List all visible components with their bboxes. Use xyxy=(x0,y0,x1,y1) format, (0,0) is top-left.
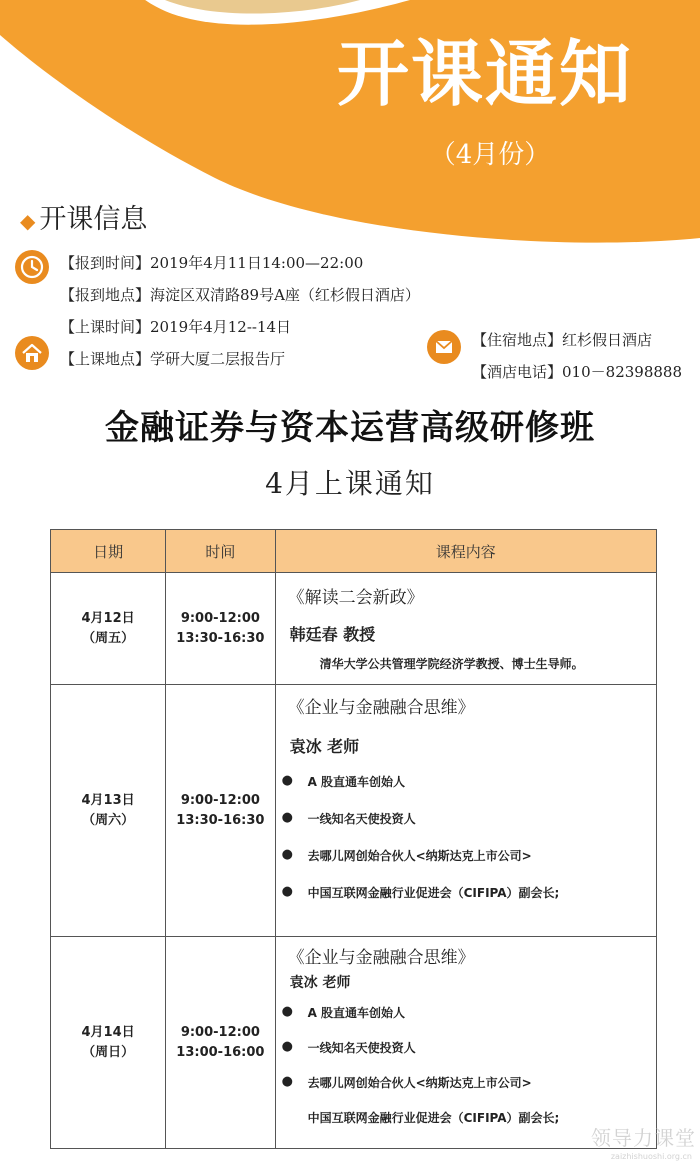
list-item: ● 去哪儿网创始合伙人<纳斯达克上市公司> xyxy=(276,847,656,864)
content-cell xyxy=(275,937,656,1149)
lecture-title: 《解读二会新政》 xyxy=(287,588,424,608)
table-row xyxy=(51,685,657,937)
diamond-bullet-icon: ◆ xyxy=(20,209,36,233)
time-morning: 9:00-12:00 xyxy=(180,1025,260,1040)
content-cell xyxy=(275,573,656,685)
date-cell xyxy=(51,573,166,685)
lecture-title: 《企业与金融融合思维》 xyxy=(287,698,475,718)
info-value: 红杉假日酒店 xyxy=(562,331,653,349)
mail-icon xyxy=(427,330,461,364)
date-cell xyxy=(51,937,166,1149)
info-key: 【上课时间】 xyxy=(60,318,151,336)
date-cell xyxy=(51,685,166,937)
info-value: 学研大厦二层报告厅 xyxy=(150,350,286,368)
watermark-url: zaizhishuoshi.org.cn xyxy=(610,1152,692,1161)
list-item: ● 一线知名天使投资人 xyxy=(276,1039,656,1056)
header-time: 时间 xyxy=(166,530,275,573)
teacher-name: 袁冰 老师 xyxy=(289,737,360,756)
table-header-row xyxy=(51,530,657,573)
teacher-name: 袁冰 老师 xyxy=(289,975,351,991)
table-row xyxy=(51,573,657,685)
date: 4月14日 xyxy=(81,1025,135,1040)
list-item: ● 一线知名天使投资人 xyxy=(276,810,656,827)
time-cell xyxy=(166,685,275,937)
list-item: ● 中国互联网金融行业促进会（CIFIPA）副会长; xyxy=(276,884,656,901)
credential-line: 中国互联网金融行业促进会（CIFIPA）副会长; xyxy=(307,1111,560,1125)
table-row xyxy=(51,937,657,1149)
weekday: （周日） xyxy=(82,1044,135,1060)
section-heading xyxy=(20,204,147,236)
info-key: 【报到时间】 xyxy=(60,254,151,272)
list-item: ● A 股直通车创始人 xyxy=(276,773,656,790)
date: 4月12日 xyxy=(81,611,135,626)
info-row-hotel-phone xyxy=(472,365,682,380)
lecture-title: 《企业与金融融合思维》 xyxy=(287,948,475,968)
time-cell xyxy=(166,937,275,1149)
page-title: 开课通知 xyxy=(336,32,633,116)
teacher-credentials xyxy=(276,1004,656,1091)
info-value: 海淀区双清路89号A座（红杉假日酒店） xyxy=(150,286,420,304)
weekday: （周五） xyxy=(82,630,135,646)
schedule-table xyxy=(50,529,657,1149)
time-morning: 9:00-12:00 xyxy=(180,611,260,626)
teacher-credentials xyxy=(276,773,656,901)
time-afternoon: 13:30-16:30 xyxy=(176,812,265,828)
time-morning: 9:00-12:00 xyxy=(180,793,260,808)
info-row-checkin-place xyxy=(60,288,420,303)
info-key: 【报到地点】 xyxy=(60,286,151,304)
section-title: 开课信息 xyxy=(39,204,148,235)
date: 4月13日 xyxy=(81,793,135,808)
watermark-logo: 领导力课堂 xyxy=(591,1126,696,1150)
info-value: 2019年4月12--14日 xyxy=(150,318,292,336)
time-cell xyxy=(166,573,275,685)
info-row-class-time xyxy=(60,320,291,335)
home-icon xyxy=(15,336,49,370)
info-value: 2019年4月11日14:00—22:00 xyxy=(150,254,364,272)
header-content: 课程内容 xyxy=(275,530,656,573)
teacher-name: 韩廷春 教授 xyxy=(289,625,376,644)
header-date: 日期 xyxy=(51,530,166,573)
info-key: 【酒店电话】 xyxy=(472,363,563,381)
content-cell xyxy=(275,685,656,937)
teacher-note: 清华大学公共管理学院经济学教授、博士生导师。 xyxy=(319,657,584,671)
info-key: 【上课地点】 xyxy=(60,350,151,368)
course-title: 金融证券与资本运营高级研修班 xyxy=(105,408,595,448)
page-subtitle: （4月份） xyxy=(429,140,551,170)
time-afternoon: 13:00-16:00 xyxy=(176,1044,265,1060)
course-subtitle: 4月上课通知 xyxy=(265,467,435,500)
info-row-class-place xyxy=(60,352,285,367)
list-item: ● A 股直通车创始人 xyxy=(276,1004,656,1021)
info-row-hotel xyxy=(472,333,652,348)
clock-icon xyxy=(15,250,49,284)
time-afternoon: 13:30-16:30 xyxy=(176,630,265,646)
weekday: （周六） xyxy=(82,812,135,828)
list-item: ● 去哪儿网创始合伙人<纳斯达克上市公司> xyxy=(276,1074,656,1091)
info-value: 010－82398888 xyxy=(562,363,682,381)
info-key: 【住宿地点】 xyxy=(472,331,563,349)
info-row-checkin-time xyxy=(60,256,363,271)
